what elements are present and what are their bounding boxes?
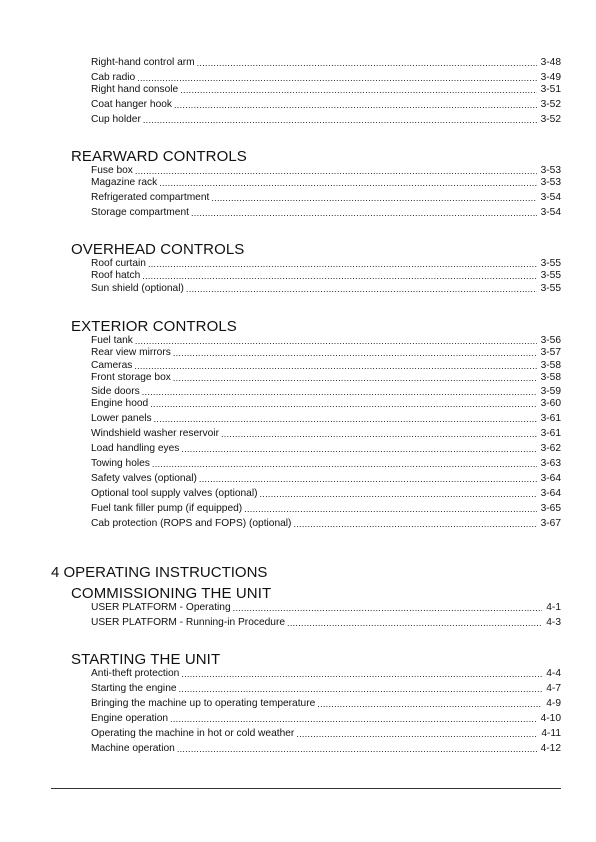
toc-entry-title: Coat hanger hook [91, 99, 172, 110]
toc-entry-page: 3-49 [540, 72, 561, 83]
toc-entry-title: Refrigerated compartment [91, 192, 210, 203]
toc-entry-page: 3-51 [540, 84, 561, 95]
toc-entry[interactable] [91, 346, 561, 359]
toc-entry-page: 3-61 [540, 428, 561, 439]
toc-entry-page: 3-55 [540, 283, 561, 294]
toc-entry-title: Towing holes [91, 458, 150, 469]
toc-entry-title: USER PLATFORM - Operating [91, 602, 231, 613]
toc-entry-page: 3-58 [540, 360, 561, 371]
toc-entry-page: 4-11 [541, 728, 561, 739]
toc-entry-title: Load handling eyes [91, 443, 180, 454]
section-heading-starting-the-unit: STARTING THE UNIT [71, 651, 221, 668]
toc-entry[interactable] [91, 727, 561, 740]
dot-leader [159, 177, 536, 189]
toc-entry-title: Engine operation [91, 713, 169, 724]
toc-entry-title: Fuse box [91, 165, 133, 176]
footer-divider [51, 788, 561, 789]
toc-entry[interactable] [91, 682, 561, 695]
section-heading-commissioning-the-unit: COMMISSIONING THE UNIT [71, 585, 272, 602]
toc-entry[interactable] [91, 371, 561, 384]
toc-entry-title: Side doors [91, 386, 140, 397]
dot-leader [191, 207, 537, 219]
toc-entry[interactable] [91, 697, 561, 710]
toc-entry[interactable] [91, 427, 561, 440]
dot-leader [170, 713, 537, 725]
toc-entry[interactable] [91, 457, 561, 470]
toc-entry-title: Machine operation [91, 743, 175, 754]
toc-entry-page: 3-64 [540, 473, 561, 484]
toc-entry[interactable] [91, 191, 561, 204]
toc-entry[interactable] [91, 742, 561, 755]
toc-entry[interactable] [91, 83, 561, 96]
toc-entry-page: 3-52 [540, 114, 561, 125]
toc-entry-title: Cameras [91, 360, 133, 371]
dot-leader [143, 114, 537, 126]
toc-entry[interactable] [91, 269, 561, 282]
dot-leader [177, 743, 537, 755]
toc-entry-title: Cup holder [91, 114, 141, 125]
toc-entry[interactable] [91, 206, 561, 219]
dot-leader [293, 518, 536, 530]
toc-entry[interactable] [91, 472, 561, 485]
dot-leader [180, 84, 536, 96]
dot-leader [287, 617, 542, 629]
toc-entry-page: 3-53 [540, 165, 561, 176]
toc-entry-page: 4-3 [546, 617, 561, 628]
toc-entry-title: Roof curtain [91, 258, 146, 269]
dot-leader [173, 347, 537, 359]
dot-leader [199, 473, 537, 485]
toc-entry-title: Windshield washer reservoir [91, 428, 219, 439]
toc-entry[interactable] [91, 282, 561, 295]
toc-entry-title: USER PLATFORM - Running-in Procedure [91, 617, 286, 628]
toc-entry-page: 3-54 [540, 192, 561, 203]
dot-leader [181, 668, 542, 680]
toc-entry[interactable] [91, 56, 561, 69]
toc-entry[interactable] [91, 176, 561, 189]
toc-entry-title: Rear view mirrors [91, 347, 171, 358]
toc-entry-title: Optional tool supply valves (optional) [91, 488, 258, 499]
toc-entry-page: 4-4 [546, 668, 561, 679]
toc-entry[interactable] [91, 712, 561, 725]
dot-leader [233, 602, 543, 614]
toc-entry-page: 3-55 [540, 258, 561, 269]
toc-entry-page: 3-56 [540, 335, 561, 346]
dot-leader [317, 698, 542, 710]
dot-leader [179, 683, 543, 695]
dot-leader [174, 99, 537, 111]
section-heading-exterior-controls: EXTERIOR CONTROLS [71, 318, 237, 335]
toc-entry-title: Safety valves (optional) [91, 473, 197, 484]
toc-entry-title: Fuel tank [91, 335, 133, 346]
toc-entry-title: Cab radio [91, 72, 136, 83]
dot-leader [211, 192, 536, 204]
toc-entry-page: 4-7 [546, 683, 561, 694]
toc-entry-title: Bringing the machine up to operating temperature [91, 698, 316, 709]
toc-entry-page: 3-65 [540, 503, 561, 514]
chapter-heading: 4 OPERATING INSTRUCTIONS [51, 564, 268, 581]
toc-entry-title: Roof hatch [91, 270, 141, 281]
dot-leader [244, 503, 536, 515]
toc-entry-title: Fuel tank filler pump (if equipped) [91, 503, 243, 514]
dot-leader [150, 398, 536, 410]
toc-entry[interactable] [91, 98, 561, 111]
toc-entry-title: Right hand console [91, 84, 179, 95]
dot-leader [260, 488, 537, 500]
toc-entry-page: 3-64 [540, 488, 561, 499]
toc-entry-title: Front storage box [91, 372, 171, 383]
dot-leader [154, 413, 537, 425]
toc-entry[interactable] [91, 113, 561, 126]
toc-entry[interactable] [91, 616, 561, 629]
toc-entry-title: Storage compartment [91, 207, 189, 218]
toc-entry-page: 4-10 [540, 713, 561, 724]
toc-entry-page: 3-57 [540, 347, 561, 358]
toc-entry-title: Starting the engine [91, 683, 177, 694]
toc-entry-title: Sun shield (optional) [91, 283, 184, 294]
dot-leader [173, 372, 537, 384]
toc-entry[interactable] [91, 502, 561, 515]
dot-leader [142, 270, 536, 282]
toc-entry-title: Cab protection (ROPS and FOPS) (optional) [91, 518, 292, 529]
toc-entry-title: Operating the machine in hot or cold weather [91, 728, 295, 739]
toc-entry-page: 3-63 [540, 458, 561, 469]
toc-entry[interactable] [91, 412, 561, 425]
toc-entry-page: 3-55 [540, 270, 561, 281]
toc-entry-page: 4-12 [540, 743, 561, 754]
toc-entry[interactable] [91, 601, 561, 614]
toc-entry-page: 3-48 [540, 57, 561, 68]
dot-leader [221, 428, 537, 440]
toc-entry-page: 3-53 [540, 177, 561, 188]
toc-entry-title: Right-hand control arm [91, 57, 195, 68]
toc-entry-title: Anti-theft protection [91, 668, 180, 679]
dot-leader [197, 57, 537, 69]
toc-entry-page: 3-54 [540, 207, 561, 218]
toc-entry-page: 4-9 [546, 698, 561, 709]
dot-leader [152, 458, 537, 470]
toc-entry-page: 3-58 [540, 372, 561, 383]
toc-entry[interactable] [91, 517, 561, 530]
toc-entry-title: Lower panels [91, 413, 152, 424]
toc-entry-page: 3-59 [540, 386, 561, 397]
dot-leader [296, 728, 537, 740]
section-heading-overhead-controls: OVERHEAD CONTROLS [71, 241, 245, 258]
toc-entry[interactable] [91, 667, 561, 680]
toc-entry-page: 3-62 [540, 443, 561, 454]
dot-leader [186, 283, 537, 295]
toc-entry-page: 3-61 [540, 413, 561, 424]
toc-entry-page: 3-52 [540, 99, 561, 110]
toc-entry[interactable] [91, 487, 561, 500]
toc-entry[interactable] [91, 442, 561, 455]
dot-leader [181, 443, 536, 455]
toc-entry-page: 4-1 [546, 602, 561, 613]
toc-entry-title: Engine hood [91, 398, 149, 409]
toc-entry[interactable] [91, 397, 561, 410]
toc-entry-page: 3-67 [540, 518, 561, 529]
section-heading-rearward-controls: REARWARD CONTROLS [71, 148, 247, 165]
toc-entry-title: Magazine rack [91, 177, 158, 188]
toc-entry-page: 3-60 [540, 398, 561, 409]
